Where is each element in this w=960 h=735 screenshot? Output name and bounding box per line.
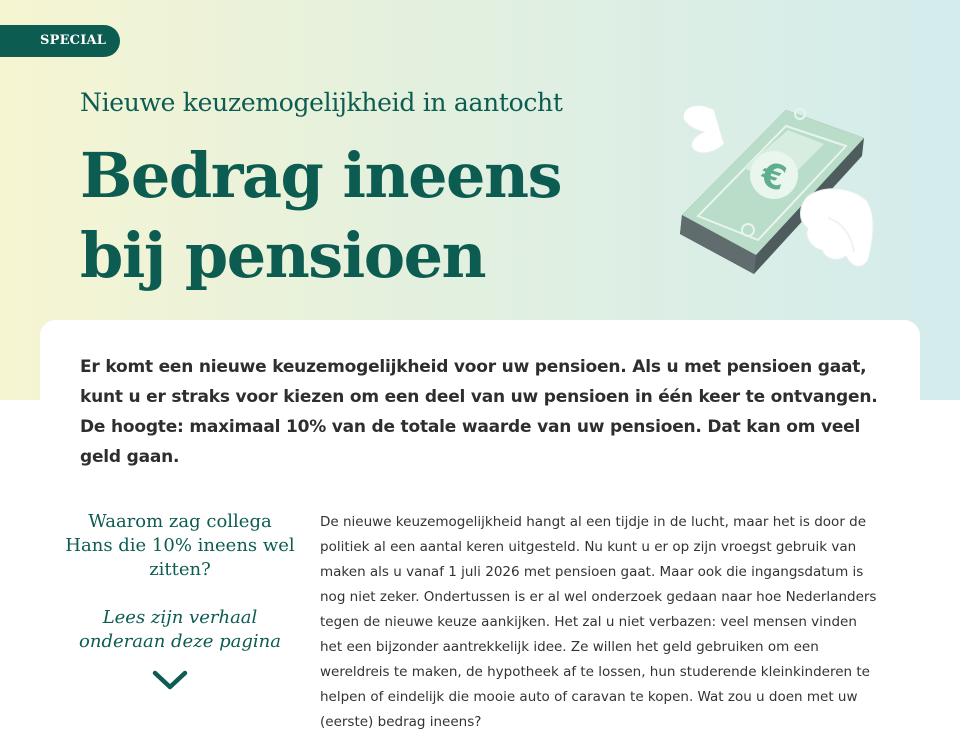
body-paragraph: De nieuwe keuzemogelijkheid hangt al een tijdje in de lucht, maar het is door de politiek al een aantal keren uitgesteld. Nu kunt u er op zijn vroegst gebruik van maken als u vanaf 1 juli 2026 met pensioen gaat. Maar ook die ingangsdatum is nog niet zeker. Ondertussen is er al wel onderzoek gedaan naar hoe Nederlanders tegen de nieuwe keuze aankijken. Het zal u niet verbazen: veel mensen vinden het een bijzonder aantrekkelijk idee. Ze willen het geld gebruiken om een wereldreis te maken, de hypotheek af te lossen, hun studerende kleinkinderen te helpen of eindelijk die mooie auto of caravan te kopen. Wat zou u doen met uw (eerste) bedrag ineens?: [320, 514, 877, 730]
page-title: [80, 136, 561, 296]
story-teaser-link[interactable]: Lees zijn verhaal onderaan deze pagina: [79, 607, 281, 652]
intro-paragraph: Er komt een nieuwe keuzemogelijkheid voor uw pensioen. Als u met pensioen gaat, kunt u er straks voor kiezen om een deel van uw pensioen in één keer te ontvangen. De hoogte: maximaal 10% van de totale waarde van uw pensioen. Dat kan om veel geld gaan.: [80, 357, 878, 467]
chevron-down-icon[interactable]: [152, 668, 188, 692]
euro-symbol: €: [755, 154, 791, 200]
story-teaser-question: Waarom zag collega Hans die 10% ineens wel zitten?: [65, 511, 295, 580]
special-badge: [0, 25, 120, 57]
page-title-line-1: Bedrag ineens: [80, 139, 561, 212]
special-badge-label: SPECIAL: [40, 33, 107, 48]
flying-euro-banknote-icon: [676, 100, 876, 275]
story-teaser: [64, 510, 296, 654]
page-subtitle: Nieuwe keuzemogelijkheid in aantocht: [80, 88, 563, 117]
page-title-line-2: bij pensioen: [80, 219, 486, 292]
